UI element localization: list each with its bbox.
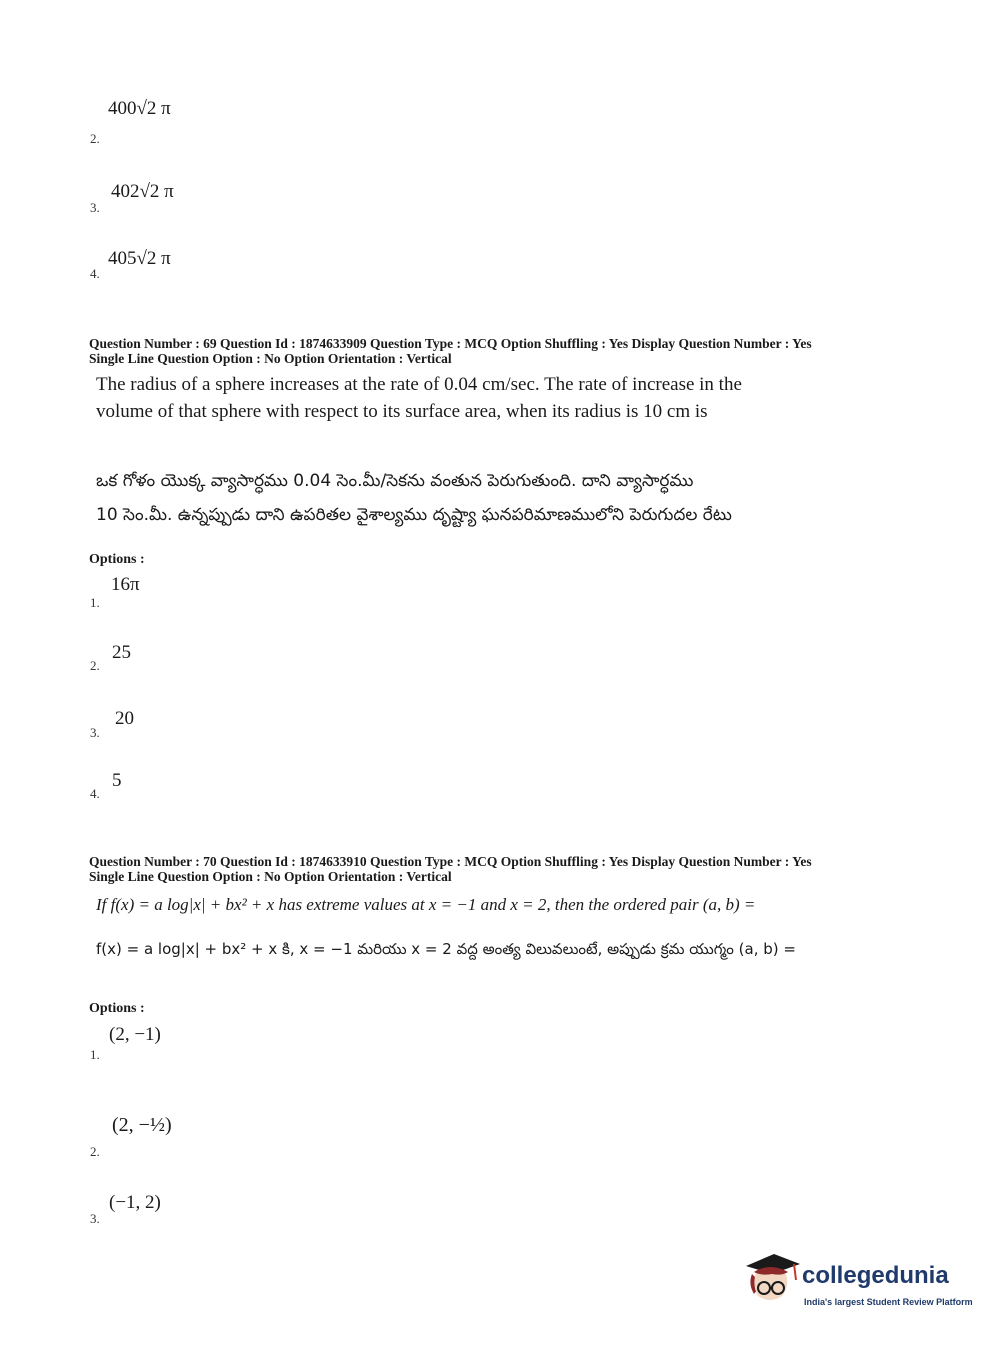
q69-option-3-number: 3. [90,725,100,740]
q70-text-en: If f(x) = a log|x| + bx² + x has extreme values at x = −1 and x = 2, then the ordered pair (a, b) = [96,895,756,914]
q69-option-2-number: 2. [90,658,100,673]
q70-option-1-number: 1. [90,1047,100,1062]
q69-meta-line2: Single Line Question Option : No Option Orientation : Vertical [89,351,452,366]
collegedunia-logo-text: collegedunia [802,1262,949,1289]
prev-option-4-number: 4. [90,266,100,281]
q70-options-label: Options : [89,1001,145,1016]
q69-option-1-number: 1. [90,595,100,610]
q69-option-3-value: 20 [115,708,134,729]
q70-option-3-number: 3. [90,1211,100,1226]
q69-text-en-line1: The radius of a sphere increases at the rate of 0.04 cm/sec. The rate of increase in the [96,374,742,395]
q69-options-label: Options : [89,552,145,567]
collegedunia-mascot-icon [742,1250,802,1310]
q69-option-1-value: 16π [111,574,140,595]
q70-text-te: f(x) = a log|x| + bx² + x కి, x = −1 మరియు x = 2 వద్ద అంత్య విలువలుంటే, అప్పుడు క్రమ యుగ్మం (a, b) = [96,940,796,958]
q70-option-2-value: (2, −½) [112,1114,172,1136]
q70-option-1-value: (2, −1) [109,1024,161,1045]
q70-meta-line1: Question Number : 70 Question Id : 1874633910 Question Type : MCQ Option Shuffling : Yes Display Question Number : Yes [89,854,812,869]
prev-option-4-value: 405√2 π [108,248,171,269]
collegedunia-tagline: India's largest Student Review Platform [804,1297,973,1307]
q69-text-te-line1: ఒక గోళం యొక్క వ్యాసార్ధము 0.04 సెం.మీ/సెకను వంతున పెరుగుతుంది. దాని వ్యాసార్ధము [96,471,694,491]
q70-option-2-number: 2. [90,1144,100,1159]
q69-text-en-line2: volume of that sphere with respect to its surface area, when its radius is 10 cm is [96,401,708,422]
q69-option-4-number: 4. [90,786,100,801]
q70-option-3-value: (−1, 2) [109,1192,161,1213]
prev-option-3-value: 402√2 π [111,181,174,202]
q69-option-4-value: 5 [112,770,122,791]
q70-meta-line2: Single Line Question Option : No Option Orientation : Vertical [89,869,452,884]
q69-option-2-value: 25 [112,642,131,663]
q69-meta-line1: Question Number : 69 Question Id : 1874633909 Question Type : MCQ Option Shuffling : Yes Display Question Number : Yes [89,336,812,351]
q69-text-te-line2: 10 సెం.మీ. ఉన్నప్పుడు దాని ఉపరితల వైశాల్యము దృష్ట్యా ఘనపరిమాణములోని పెరుగుదల రేటు [96,505,732,525]
prev-option-2-number: 2. [90,131,100,146]
prev-option-2-value: 400√2 π [108,98,171,119]
prev-option-3-number: 3. [90,200,100,215]
